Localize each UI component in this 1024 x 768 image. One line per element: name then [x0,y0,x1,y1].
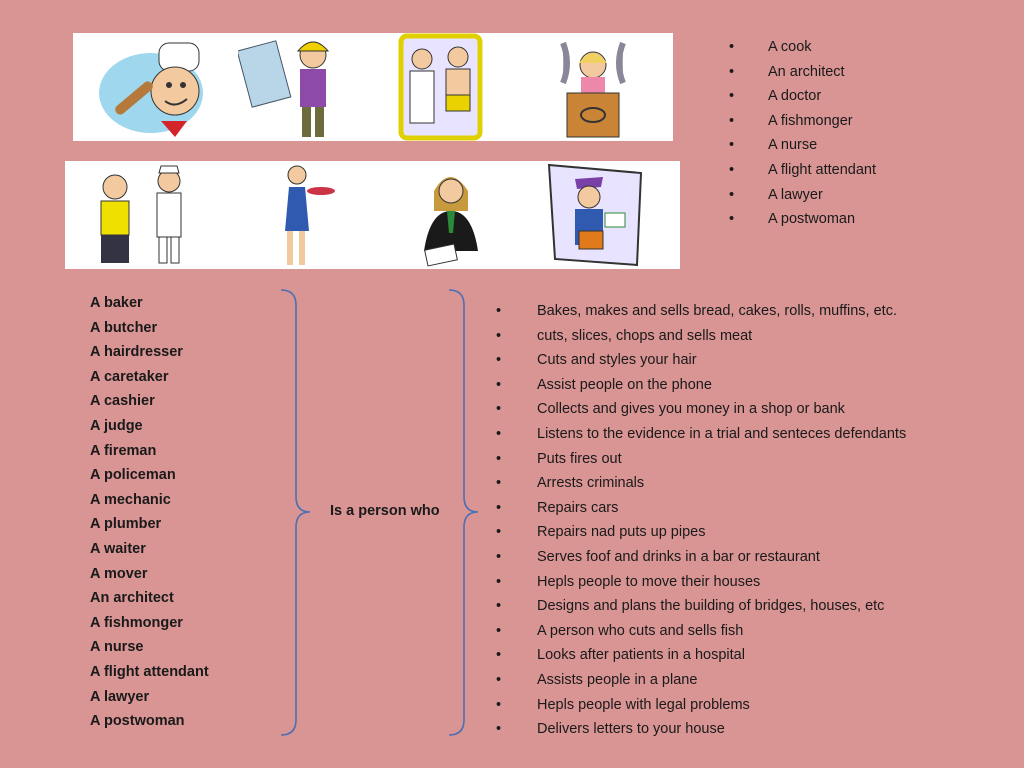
connector-phrase: Is a person who [330,503,440,519]
description-item: • A person who cuts and sells fish [537,619,906,644]
description-item: • Collects and gives you money in a shop or bank [537,397,906,422]
description-item: • Looks after patients in a hospital [537,643,906,668]
description-item: • Bakes, makes and sells bread, cakes, rolls, muffins, etc. [537,299,906,324]
job-item: A fishmonger [90,614,183,631]
job-item: A fireman [90,442,157,459]
list-item: • A cook [768,35,876,60]
right-brace [449,290,478,735]
job-item: A hairdresser [90,344,183,361]
list-item: • A fishmonger [768,109,876,134]
description-item: • Listens to the evidence in a trial and senteces defendants [537,422,906,447]
description-item: • Serves foof and drinks in a bar or restaurant [537,545,906,570]
description-item: • Delivers letters to your house [537,717,906,742]
description-item: • Repairs nad puts up pipes [537,520,906,545]
description-item: • Designs and plans the building of bridges, houses, etc [537,594,906,619]
job-item: A butcher [90,319,158,336]
list-item: • A doctor [768,84,876,109]
job-item: An architect [90,590,174,607]
list-item: • An architect [768,60,876,85]
job-item: A cashier [90,393,155,410]
description-item: • Puts fires out [537,447,906,472]
job-item: A waiter [90,540,146,557]
description-item: • Assists people in a plane [537,668,906,693]
job-item: A judge [90,417,143,434]
description-item: • Repairs cars [537,496,906,521]
list-item: • A postwoman [768,207,876,232]
description-item: • cuts, slices, chops and sells meat [537,324,906,349]
job-item: A baker [90,295,143,311]
job-item: A flight attendant [90,663,209,680]
job-item: A policeman [90,467,176,484]
left-brace [281,290,310,735]
job-item: A nurse [90,639,144,656]
description-item: • Hepls people with legal problems [537,693,906,718]
description-item: • Hepls people to move their houses [537,570,906,595]
job-item: A postwoman [90,713,185,730]
list-item: • A flight attendant [768,158,876,183]
list-item: • A nurse [768,133,876,158]
job-item: A lawyer [90,688,150,705]
description-list [537,299,906,742]
job-item: A mover [90,565,148,582]
description-item: • Cuts and styles your hair [537,348,906,373]
description-item: • Arrests criminals [537,471,906,496]
job-item: A caretaker [90,368,169,385]
job-item: A plumber [90,516,162,533]
job-item: A mechanic [90,491,171,508]
description-item: • Assist people on the phone [537,373,906,398]
list-item: • A lawyer [768,183,876,208]
